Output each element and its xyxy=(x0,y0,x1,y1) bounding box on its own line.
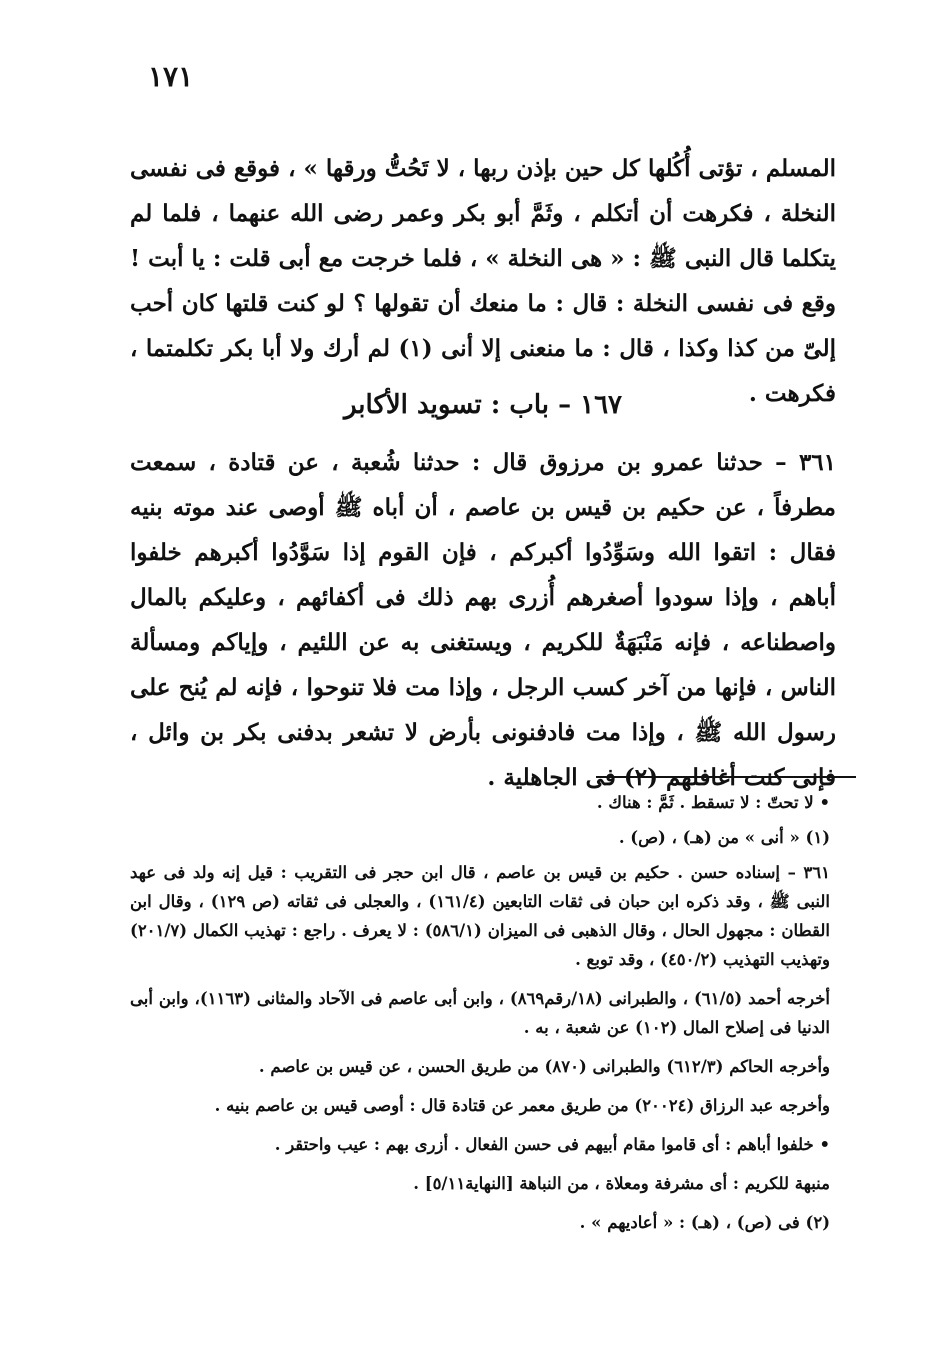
footnote-gloss-3: منبهة للكريم : أى مشرفة ومعلاة ، من النباهة [النهاية٥/١١] . xyxy=(413,1174,830,1193)
footnote-2: (٢) فى (ص) ، (هـ) : « أعاديهم » . xyxy=(579,1213,830,1232)
hadith-continuation xyxy=(130,146,836,416)
paragraph-continuation: المسلم ، تؤتى أُكُلها كل حين بإذن ربها ، لا تَحُتُّ ورقها » ، فوقع فى نفسى النخلة ، فكرهت أن أتكلم ، وثَمَّ أبو بكر وعمر رضى الله عنهما ، فلما لم يتكلما قال النبى ﷺ : « هى النخلة » ، فلما خرجت مع أبى قلت : يا أبت ! وقع فى نفسى النخلة : قال : ما منعك أن تقولها ؟ لو كنت قلتها كان أحب إلىّ من كذا وكذا ، قال : ما منعنى إلا أنى (١) لم أرك ولا أبا بكر تكلمتما ، فكرهت . xyxy=(130,155,837,407)
footnote-sources: أخرجه أحمد (٦١/٥) ، والطبرانى (١٨/رقم٨٦٩) ، وابن أبى عاصم فى الآحاد والمثانى (١١٦٣)، وابن أبى الدنيا فى إصلاح المال (١٠٢) عن شعبة ، به . xyxy=(130,989,830,1037)
footnote-gloss: • لا تحتّ : لا تسقط . ثَمَّ : هناك . xyxy=(596,793,830,812)
footnote-1: (١) « أنى » من (هـ) ، (ص) . xyxy=(618,828,830,847)
footnotes xyxy=(130,788,830,1237)
footnote-sources-hakim: وأخرجه الحاكم (٦١٢/٣) والطبرانى (٨٧٠) من طريق الحسن ، عن قيس بن عاصم . xyxy=(258,1057,830,1076)
chapter-heading: ١٦٧ – باب : تسويد الأكابر xyxy=(343,390,623,420)
hadith-361 xyxy=(130,440,836,800)
footnote-separator xyxy=(596,776,856,778)
footnote-gloss-2: • خلفوا أباهم : أى قاموا مقام أبيهم فى حسن الفعال . أزرى بهم : عيب واحتقر . xyxy=(274,1135,830,1154)
footnote-takhrij-361: ٣٦١ – إسناده حسن . حكيم بن قيس بن عاصم ، قال ابن حجر فى التقريب : قيل إنه ولد فى عهد النبى ﷺ ، وقد ذكره ابن حبان فى ثقات التابعين (١٦١/٤) ، والعجلى فى ثقاته (ص ١٢٩) ، وقال ابن القطان : مجهول الحال ، وقال الذهبى فى الميزان (٥٨٦/١) : لا يعرف . راجع : تهذيب الكمال (٢٠١/٧) وتهذيب التهذيب (٤٥٠/٢) ، وقد توبع . xyxy=(130,863,830,969)
hadith-361-text: ٣٦١ – حدثنا عمرو بن مرزوق قال : حدثنا شُعبة ، عن قتادة ، سمعت مطرفاً ، عن حكيم بن قيس بن عاصم ، أن أباه ﷺ أوصى عند موته بنيه فقال : اتقوا الله وسَوِّدُوا أكبركم ، فإن القوم إذا سَوَّدُوا أكبرهم خلفوا أباهم ، وإذا سودوا أصغرهم أُزرى بهم ذلك فى أكفائهم ، وعليكم بالمال واصطناعه ، فإنه مَنْبَهَةٌ للكريم ، ويستغنى به عن اللئيم ، وإياكم ومسألة الناس ، فإنها من آخر كسب الرجل ، وإذا مت فلا تنوحوا ، فإنه لم يُنح على رسول الله ﷺ ، وإذا مت فادفنونى بأرض لا تشعر بدفنى بكر بن وائل ، فإنى كنت أغافلهم (٢) فى الجاهلية . xyxy=(130,449,836,791)
footnote-sources-abdurrazzaq: وأخرجه عبد الرزاق (٢٠٠٢٤) من طريق معمر عن قتادة قال : أوصى قيس بن عاصم بنيه . xyxy=(214,1096,830,1115)
page-number: ١٧١ xyxy=(148,60,194,93)
